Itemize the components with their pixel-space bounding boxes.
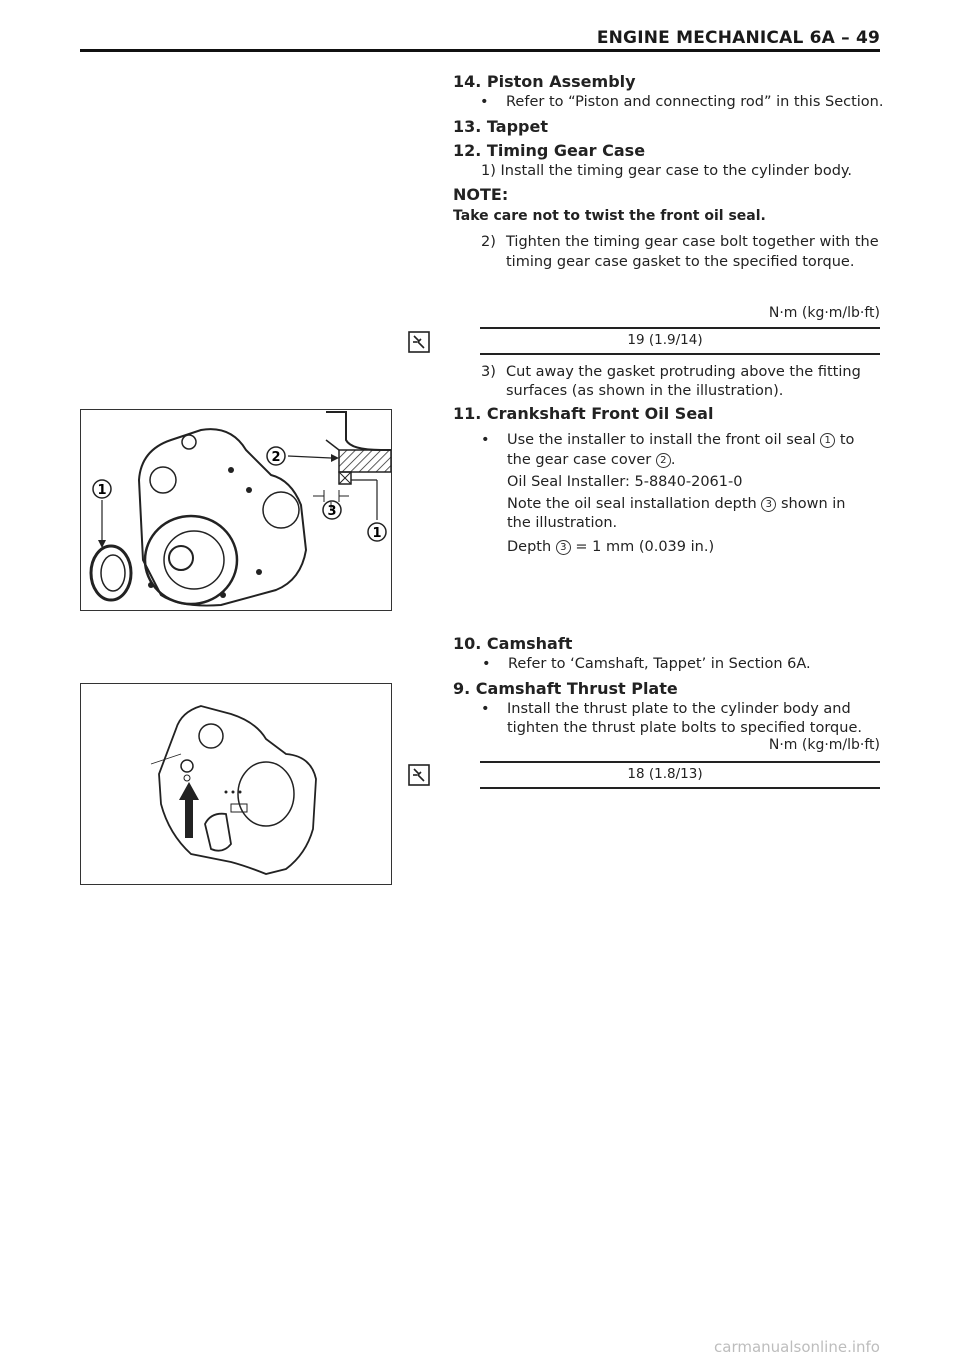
callout-1-left <box>93 480 111 498</box>
depth-label: Depth <box>507 539 552 555</box>
svg-text:3: 3 <box>327 504 337 519</box>
torque-value: 19 (1.9/14) <box>627 332 703 348</box>
depth-note-b: shown in <box>780 496 846 512</box>
callout-2 <box>267 447 285 465</box>
section-13-heading: 13. Tappet <box>453 117 548 136</box>
header-rule <box>80 49 880 52</box>
depth-note-a: Note the oil seal installation depth <box>507 496 757 512</box>
section-9-bullet-line-2: tighten the thrust plate bolts to specified torque. <box>507 720 862 736</box>
torque-value-2: 18 (1.8/13) <box>627 766 703 782</box>
torque-unit-label: N·m (kg·m/lb·ft) <box>768 305 880 321</box>
bullet-text-c: the gear case cover <box>507 452 652 468</box>
section-10-heading: 10. Camshaft <box>453 634 573 653</box>
section-10-bullet: • Refer to ‘Camshaft, Tappet’ in Section 6A. <box>508 654 811 675</box>
depth-amount: = 1 mm (0.039 in.) <box>575 539 715 555</box>
svg-text:1: 1 <box>372 526 382 541</box>
torque-table-2-bottom-rule <box>480 787 880 789</box>
section-9-heading: 9. Camshaft Thrust Plate <box>453 679 678 698</box>
section-11-heading: 11. Crankshaft Front Oil Seal <box>453 404 714 423</box>
section-12-step-2-line-1: Tighten the timing gear case bolt together with the <box>506 234 879 250</box>
section-12-step-3-num: 3) <box>481 364 496 380</box>
section-12-step-2-num: 2) <box>481 234 496 250</box>
section-12-step-1: 1) Install the timing gear case to the cylinder body. <box>481 163 853 179</box>
bullet-text-d: . <box>670 452 676 468</box>
section-12-heading: 12. Timing Gear Case <box>453 141 646 160</box>
section-12-step-3-line-2: surfaces (as shown in the illustration). <box>506 383 784 399</box>
svg-text:2: 2 <box>271 450 281 465</box>
depth-note-line-2: the illustration. <box>507 515 618 531</box>
footer-watermark: carmanualsonline.info <box>714 1338 880 1356</box>
bullet-text-a: Use the installer to install the front oil seal <box>507 432 816 448</box>
callout-circle-2: 2 <box>656 453 671 468</box>
section-11-bullet-line-2 <box>507 450 675 471</box>
torque-table-2-top-rule <box>480 761 880 763</box>
torque-wrench-icon <box>408 331 430 357</box>
torque-wrench-icon-2 <box>408 764 430 790</box>
callout-3 <box>323 501 341 519</box>
page-header-title: ENGINE MECHANICAL 6A – 49 <box>596 28 880 48</box>
depth-value <box>507 537 714 558</box>
callout-1-right <box>368 523 386 541</box>
section-12-step-3-line-1: Cut away the gasket protruding above the fitting <box>506 364 861 380</box>
callout-circle-3b: 3 <box>556 540 571 555</box>
svg-text:1: 1 <box>97 483 107 498</box>
figure-oil-seal-illustration <box>80 409 392 611</box>
oil-seal-drawing <box>81 410 391 610</box>
torque-unit-label-2: N·m (kg·m/lb·ft) <box>768 737 880 753</box>
depth-note-line-1 <box>507 494 845 515</box>
figure-thrust-plate-illustration <box>80 683 392 885</box>
note-text: Take care not to twist the front oil seal. <box>453 208 766 224</box>
section-9-bullet-line-1: • Install the thrust plate to the cylinder body and <box>507 699 851 720</box>
note-title: NOTE: <box>453 185 509 204</box>
torque-table-bottom-rule <box>480 353 880 355</box>
section-12-step-2-line-2: timing gear case gasket to the specified torque. <box>506 254 855 270</box>
callout-circle-1: 1 <box>820 433 835 448</box>
oil-seal-installer: Oil Seal Installer: 5-8840-2061-0 <box>507 474 743 490</box>
section-14-bullet: • Refer to “Piston and connecting rod” in this Section. <box>506 92 883 113</box>
thrust-plate-drawing <box>81 684 391 884</box>
section-11-bullet <box>507 430 854 451</box>
callout-circle-3: 3 <box>761 497 776 512</box>
torque-table-top-rule <box>480 327 880 329</box>
bullet-text-b: to <box>839 432 855 448</box>
section-14-heading: 14. Piston Assembly <box>453 72 636 91</box>
